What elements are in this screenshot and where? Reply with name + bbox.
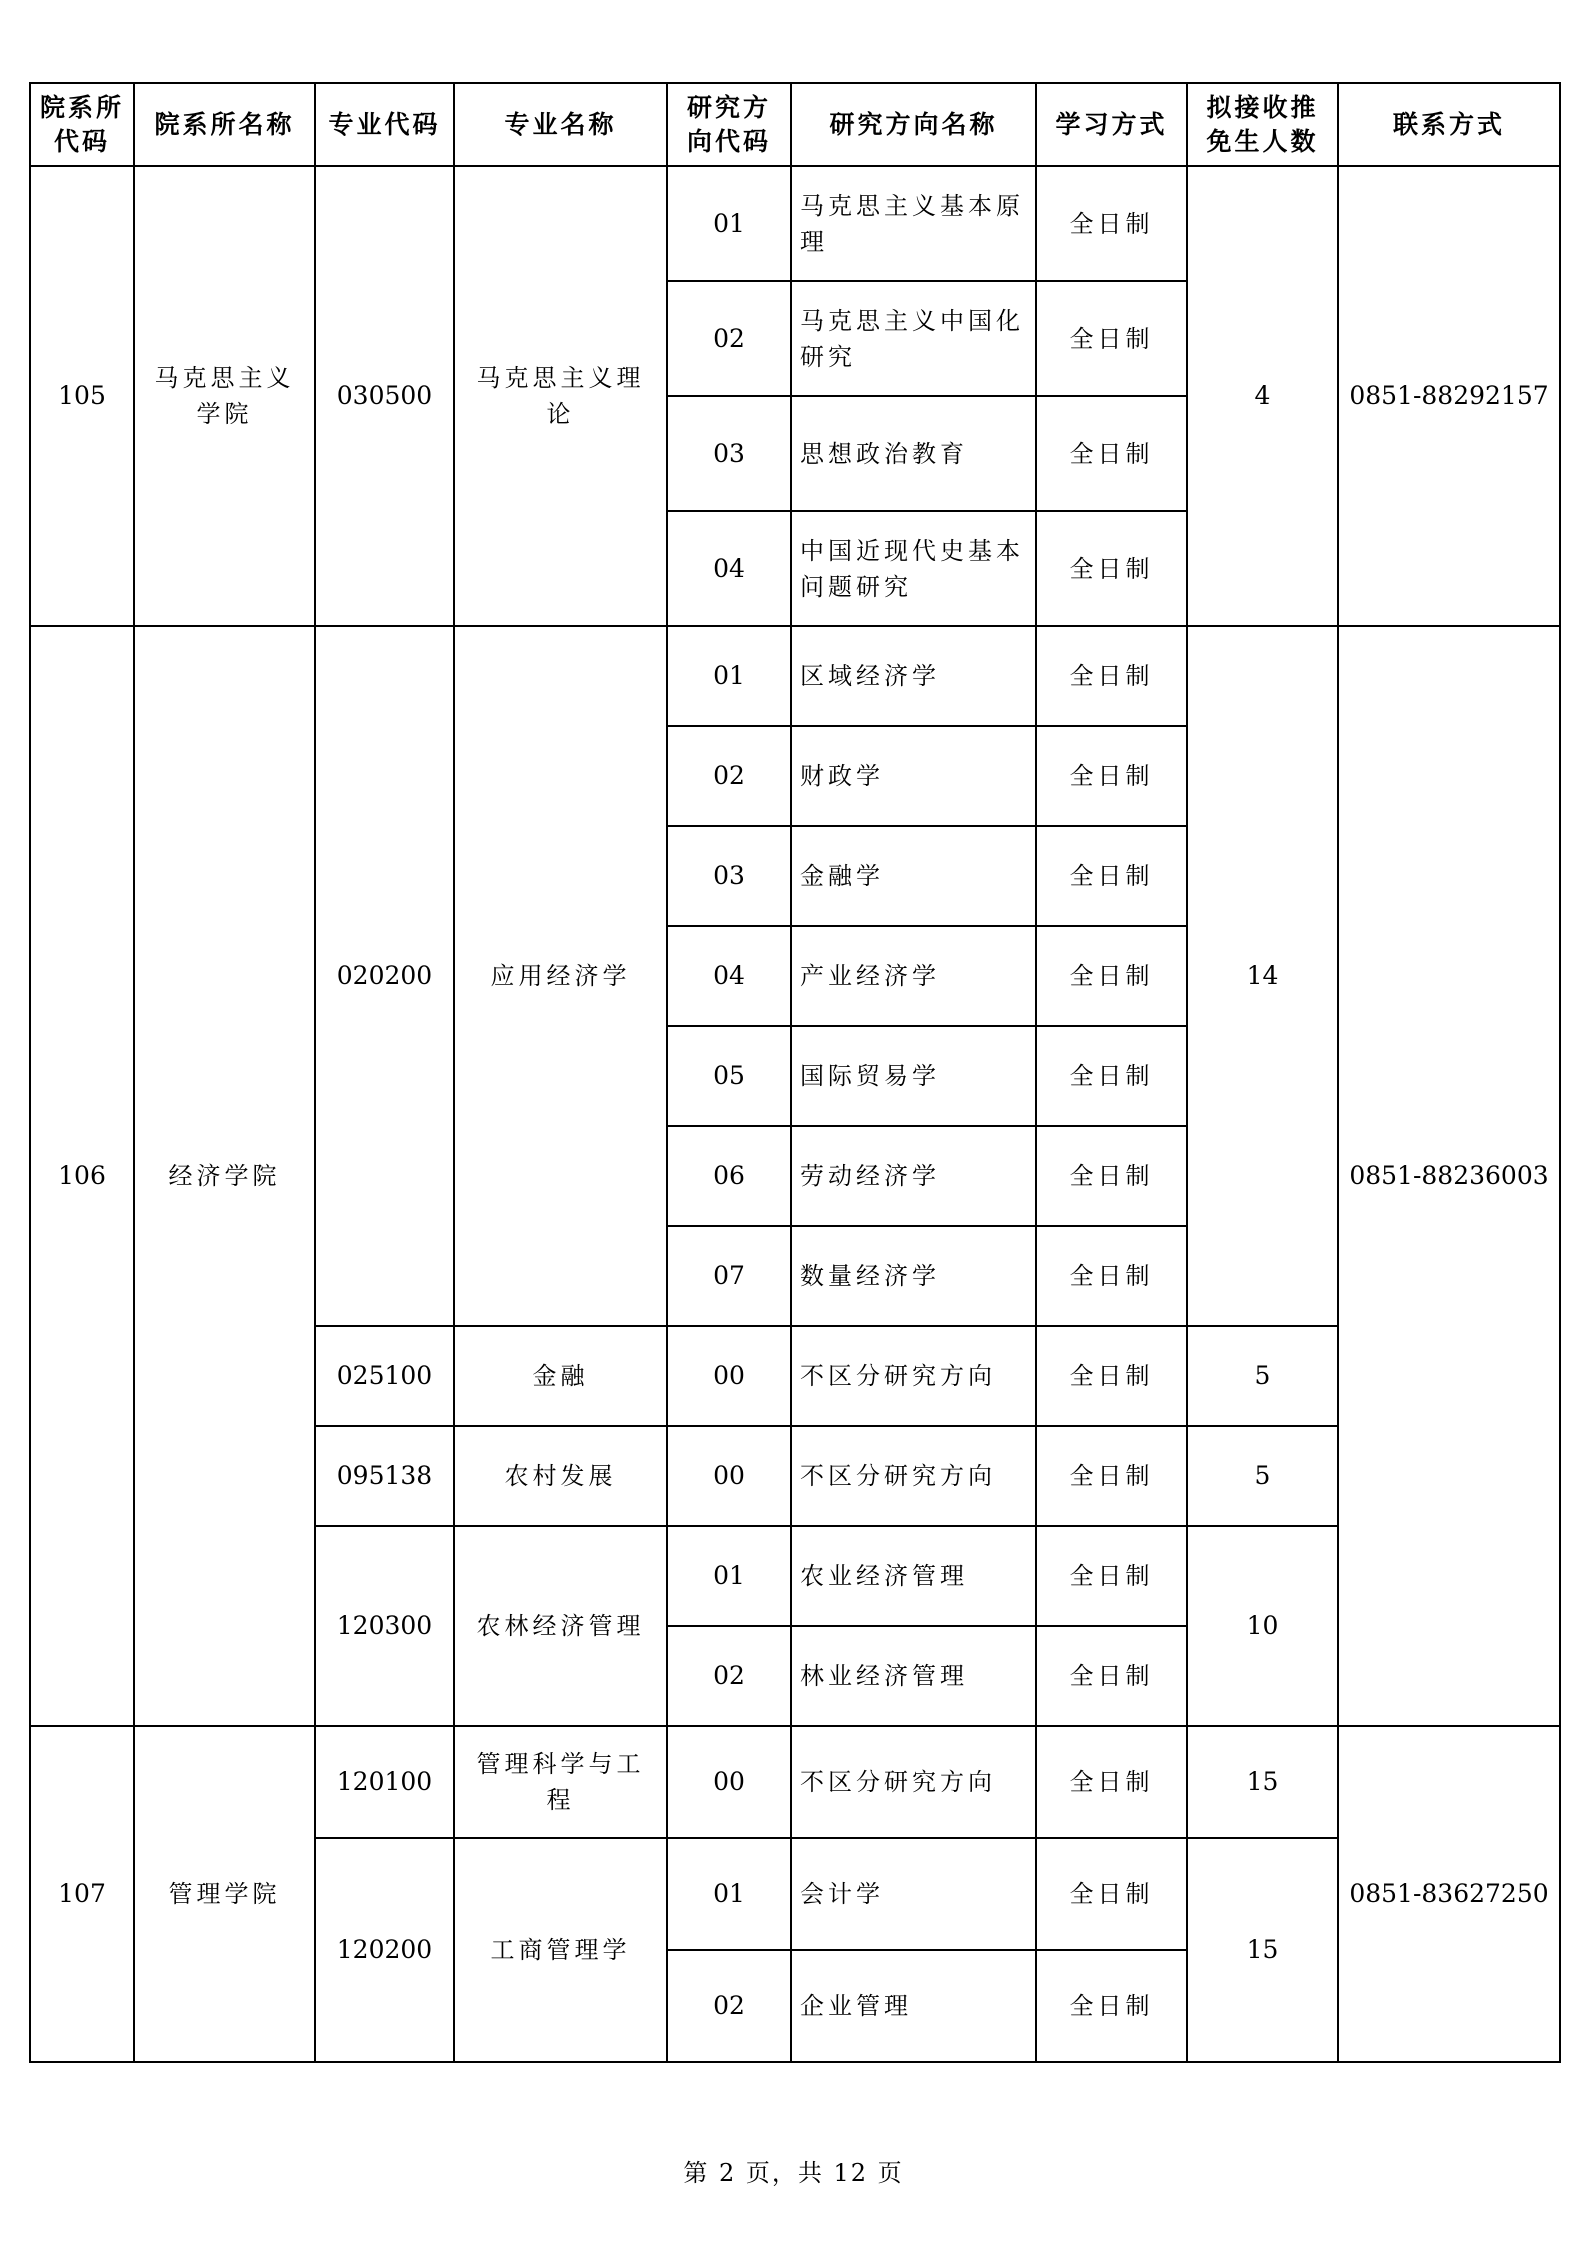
direction-code: 01 <box>667 626 791 726</box>
table-body <box>30 166 1560 2062</box>
direction-name: 财政学 <box>791 726 1036 826</box>
direction-name: 会计学 <box>791 1838 1036 1950</box>
direction-code: 00 <box>667 1426 791 1526</box>
direction-code: 00 <box>667 1326 791 1426</box>
study-mode: 全日制 <box>1036 1950 1187 2062</box>
major-name: 农林经济管理 <box>454 1526 667 1726</box>
direction-code: 04 <box>667 926 791 1026</box>
dept-code: 107 <box>30 1726 134 2062</box>
direction-code: 03 <box>667 826 791 926</box>
direction-name: 区域经济学 <box>791 626 1036 726</box>
table-row <box>30 166 1560 281</box>
contact: 0851-88236003 <box>1338 626 1560 1726</box>
direction-name: 国际贸易学 <box>791 1026 1036 1126</box>
direction-name: 中国近现代史基本问题研究 <box>791 511 1036 626</box>
direction-name: 数量经济学 <box>791 1226 1036 1326</box>
study-mode: 全日制 <box>1036 826 1187 926</box>
study-mode: 全日制 <box>1036 1326 1187 1426</box>
study-mode: 全日制 <box>1036 926 1187 1026</box>
table-row <box>30 626 1560 726</box>
study-mode: 全日制 <box>1036 1626 1187 1726</box>
study-mode: 全日制 <box>1036 396 1187 511</box>
header-contact: 联系方式 <box>1338 83 1560 166</box>
header-quota: 拟接收推免生人数 <box>1187 83 1338 166</box>
header-major-name: 专业名称 <box>454 83 667 166</box>
direction-code: 05 <box>667 1026 791 1126</box>
study-mode: 全日制 <box>1036 511 1187 626</box>
direction-code: 01 <box>667 166 791 281</box>
major-code: 020200 <box>315 626 454 1326</box>
study-mode: 全日制 <box>1036 1838 1187 1950</box>
direction-code: 01 <box>667 1838 791 1950</box>
direction-code: 02 <box>667 1626 791 1726</box>
direction-name: 马克思主义基本原理 <box>791 166 1036 281</box>
contact: 0851-83627250 <box>1338 1726 1560 2062</box>
direction-name: 不区分研究方向 <box>791 1426 1036 1526</box>
major-name: 金融 <box>454 1326 667 1426</box>
major-code: 120300 <box>315 1526 454 1726</box>
contact: 0851-88292157 <box>1338 166 1560 626</box>
header-row <box>30 83 1560 166</box>
direction-name: 马克思主义中国化研究 <box>791 281 1036 396</box>
direction-name: 金融学 <box>791 826 1036 926</box>
study-mode: 全日制 <box>1036 1726 1187 1838</box>
major-code: 030500 <box>315 166 454 626</box>
dept-code: 105 <box>30 166 134 626</box>
quota: 5 <box>1187 1326 1338 1426</box>
direction-code: 02 <box>667 1950 791 2062</box>
direction-code: 02 <box>667 281 791 396</box>
direction-code: 04 <box>667 511 791 626</box>
direction-name: 企业管理 <box>791 1950 1036 2062</box>
study-mode: 全日制 <box>1036 726 1187 826</box>
page-number: 第 2 页，共 12 页 <box>683 2159 904 2187</box>
enrollment-table <box>29 82 1561 2063</box>
direction-name: 农业经济管理 <box>791 1526 1036 1626</box>
direction-code: 01 <box>667 1526 791 1626</box>
header-dept-name: 院系所名称 <box>134 83 315 166</box>
study-mode: 全日制 <box>1036 1526 1187 1626</box>
quota: 4 <box>1187 166 1338 626</box>
study-mode: 全日制 <box>1036 166 1187 281</box>
dept-name: 经济学院 <box>134 626 315 1726</box>
study-mode: 全日制 <box>1036 1026 1187 1126</box>
direction-name: 不区分研究方向 <box>791 1726 1036 1838</box>
dept-code: 106 <box>30 626 134 1726</box>
header-dept-code: 院系所代码 <box>30 83 134 166</box>
direction-code: 06 <box>667 1126 791 1226</box>
header-direction-name: 研究方向名称 <box>791 83 1036 166</box>
table-row <box>30 1726 1560 1838</box>
quota: 14 <box>1187 626 1338 1326</box>
study-mode: 全日制 <box>1036 626 1187 726</box>
major-code: 095138 <box>315 1426 454 1526</box>
major-name: 马克思主义理论 <box>454 166 667 626</box>
major-name: 应用经济学 <box>454 626 667 1326</box>
quota: 5 <box>1187 1426 1338 1526</box>
header-major-code: 专业代码 <box>315 83 454 166</box>
quota: 15 <box>1187 1726 1338 1838</box>
major-code: 120200 <box>315 1838 454 2062</box>
direction-name: 不区分研究方向 <box>791 1326 1036 1426</box>
direction-name: 林业经济管理 <box>791 1626 1036 1726</box>
study-mode: 全日制 <box>1036 1226 1187 1326</box>
study-mode: 全日制 <box>1036 1426 1187 1526</box>
major-code: 025100 <box>315 1326 454 1426</box>
major-name: 工商管理学 <box>454 1838 667 2062</box>
dept-name: 马克思主义学院 <box>134 166 315 626</box>
header-direction-code: 研究方向代码 <box>667 83 791 166</box>
direction-name: 产业经济学 <box>791 926 1036 1026</box>
major-name: 农村发展 <box>454 1426 667 1526</box>
study-mode: 全日制 <box>1036 281 1187 396</box>
dept-name: 管理学院 <box>134 1726 315 2062</box>
direction-name: 思想政治教育 <box>791 396 1036 511</box>
direction-code: 07 <box>667 1226 791 1326</box>
quota: 15 <box>1187 1838 1338 2062</box>
quota: 10 <box>1187 1526 1338 1726</box>
direction-code: 02 <box>667 726 791 826</box>
major-name: 管理科学与工程 <box>454 1726 667 1838</box>
major-code: 120100 <box>315 1726 454 1838</box>
direction-name: 劳动经济学 <box>791 1126 1036 1226</box>
direction-code: 03 <box>667 396 791 511</box>
study-mode: 全日制 <box>1036 1126 1187 1226</box>
direction-code: 00 <box>667 1726 791 1838</box>
header-study-mode: 学习方式 <box>1036 83 1187 166</box>
